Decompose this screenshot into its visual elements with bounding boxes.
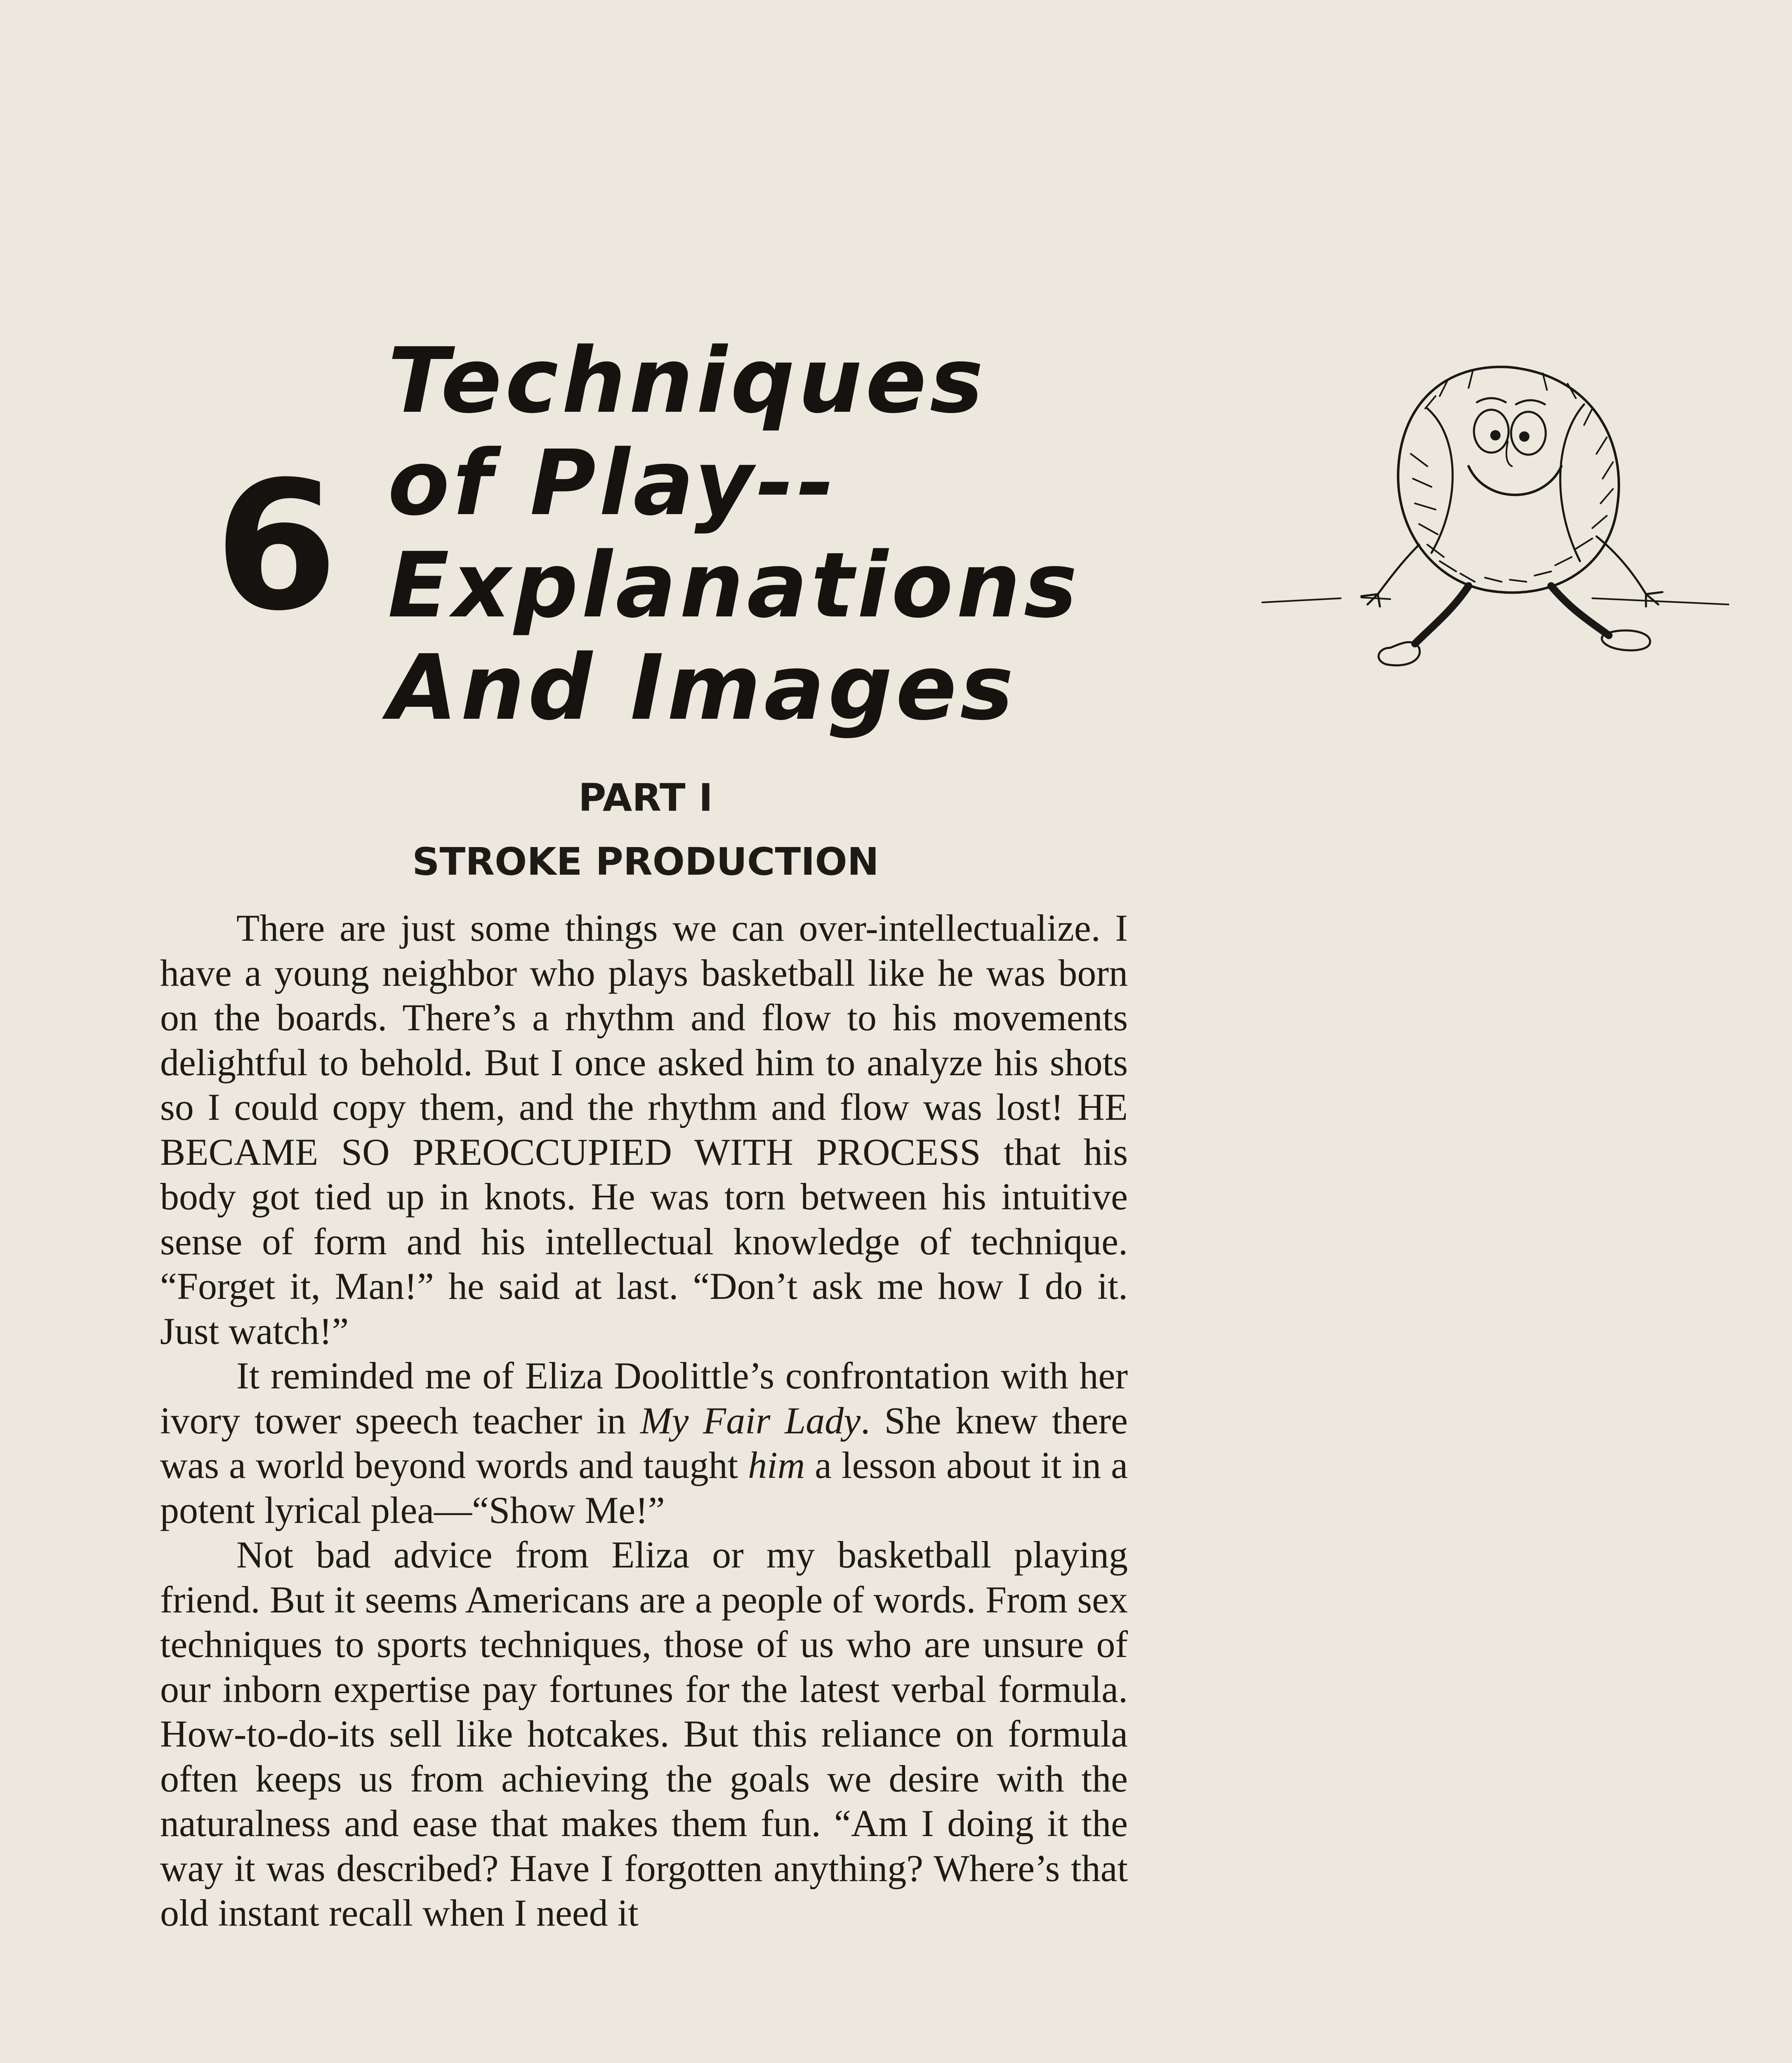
section-heading: STROKE PRODUCTION (412, 840, 879, 884)
text-segment: a lesson about it in a potent lyrical plea—“Show Me!” (160, 1444, 1128, 1531)
part-heading: PART I (578, 776, 713, 820)
body-text (160, 906, 1128, 1936)
chapter-title-line-4: And Images (388, 636, 1017, 740)
text-segment: . She knew there was a world beyond words and taught (160, 1399, 1128, 1486)
chapter-title (388, 330, 1080, 739)
italic-word: him (748, 1444, 805, 1486)
chapter-title-line-3: Explanations (388, 533, 1081, 638)
italic-title: My Fair Lady (640, 1399, 861, 1442)
paragraph-2 (160, 1353, 1128, 1532)
smiling-tennis-ball-character-icon (1254, 330, 1741, 693)
text-segment: There are just some things we can over-intellectualize. I have a young neighbor who plays basketball like he was born on the boards. There’s a rhythm and flow to his movements delightful to behold. But I once asked him to analyze his shots so I could copy them, and the rhythm and flow was lost! HE BECAME SO PREOCCUPIED WITH PROCESS that his body got tied up in knots. He was torn between his intuitive sense of form and his intellectual knowledge of technique. “Forget it, Man!” he said at last. “Don’t ask me how I do it. Just watch!” (160, 907, 1128, 1352)
chapter-title-line-2: of Play-- (388, 431, 838, 536)
paragraph-1 (160, 906, 1128, 1353)
text-segment: Not bad advice from Eliza or my basketball playing friend. But it seems Americans are a people of words. From sex techniques to sports techniques, those of us who are unsure of our inborn expertise pay fortunes for the latest verbal formula. How-to-do-its sell like hotcakes. But this reliance on formula often keeps us from achieving the goals we desire with the naturalness and ease that makes them fun. “Am I doing it the way it was described? Have I forgotten anything? Where’s that old instant recall when I need it (160, 1534, 1128, 1934)
text-segment: It reminded me of Eliza Doolittle’s confrontation with her ivory tower speech teacher in (160, 1355, 1128, 1442)
chapter-title-line-1: Techniques (388, 329, 987, 433)
paragraph-3 (160, 1532, 1128, 1936)
chapter-number: 6 (215, 444, 338, 650)
